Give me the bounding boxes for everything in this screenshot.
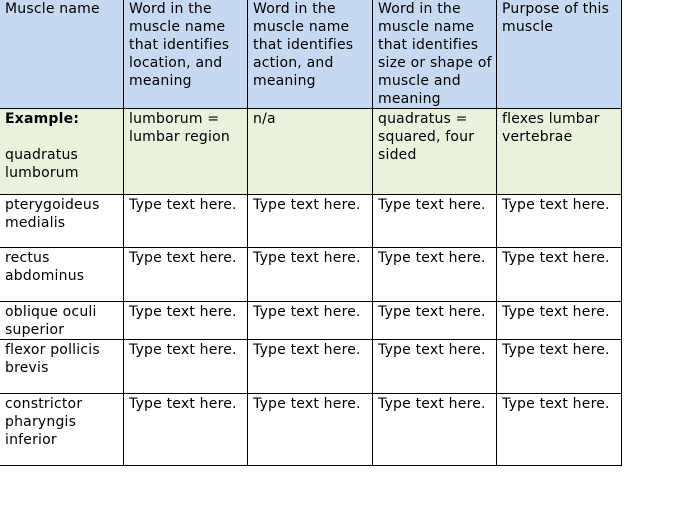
location-input-cell[interactable]: Type text here. — [124, 340, 248, 394]
location-input-cell[interactable]: Type text here. — [124, 248, 248, 302]
header-muscle-name: Muscle name — [0, 0, 124, 109]
purpose-input-cell[interactable]: Type text here. — [497, 394, 622, 466]
location-input-cell[interactable]: Type text here. — [124, 302, 248, 340]
muscle-name-cell: oblique oculi superior — [0, 302, 124, 340]
example-muscle-name: quadratus lumborum — [5, 147, 79, 181]
example-location-cell: lumborum = lumbar region — [124, 109, 248, 195]
example-purpose-cell: flexes lumbar vertebrae — [497, 109, 622, 195]
purpose-input-cell[interactable]: Type text here. — [497, 195, 622, 248]
example-row — [0, 109, 622, 195]
example-muscle-cell — [0, 109, 124, 195]
table-row — [0, 195, 622, 248]
header-purpose: Purpose of this muscle — [497, 0, 622, 109]
example-shape-cell: quadratus = squared, four sided — [373, 109, 497, 195]
location-input-cell[interactable]: Type text here. — [124, 394, 248, 466]
purpose-input-cell[interactable]: Type text here. — [497, 340, 622, 394]
table-row — [0, 340, 622, 394]
header-shape-word: Word in the muscle name that identifies size or shape of muscle and meaning — [373, 0, 497, 109]
example-label: Example: — [5, 111, 80, 127]
table-row — [0, 248, 622, 302]
location-input-cell[interactable]: Type text here. — [124, 195, 248, 248]
shape-input-cell[interactable]: Type text here. — [373, 248, 497, 302]
action-input-cell[interactable]: Type text here. — [248, 340, 373, 394]
table-row — [0, 394, 622, 466]
action-input-cell[interactable]: Type text here. — [248, 302, 373, 340]
muscle-name-cell: constrictor pharyngis inferior — [0, 394, 124, 466]
muscle-name-cell: pterygoideus medialis — [0, 195, 124, 248]
shape-input-cell[interactable]: Type text here. — [373, 195, 497, 248]
purpose-input-cell[interactable]: Type text here. — [497, 248, 622, 302]
shape-input-cell[interactable]: Type text here. — [373, 302, 497, 340]
header-action-word: Word in the muscle name that identifies action, and meaning — [248, 0, 373, 109]
action-input-cell[interactable]: Type text here. — [248, 195, 373, 248]
action-input-cell[interactable]: Type text here. — [248, 248, 373, 302]
shape-input-cell[interactable]: Type text here. — [373, 394, 497, 466]
table-row — [0, 302, 622, 340]
header-location-word: Word in the muscle name that identifies location, and meaning — [124, 0, 248, 109]
example-action-cell: n/a — [248, 109, 373, 195]
action-input-cell[interactable]: Type text here. — [248, 394, 373, 466]
purpose-input-cell[interactable]: Type text here. — [497, 302, 622, 340]
shape-input-cell[interactable]: Type text here. — [373, 340, 497, 394]
muscle-name-cell: rectus abdominus — [0, 248, 124, 302]
muscle-name-cell: flexor pollicis brevis — [0, 340, 124, 394]
table-header-row — [0, 0, 622, 109]
